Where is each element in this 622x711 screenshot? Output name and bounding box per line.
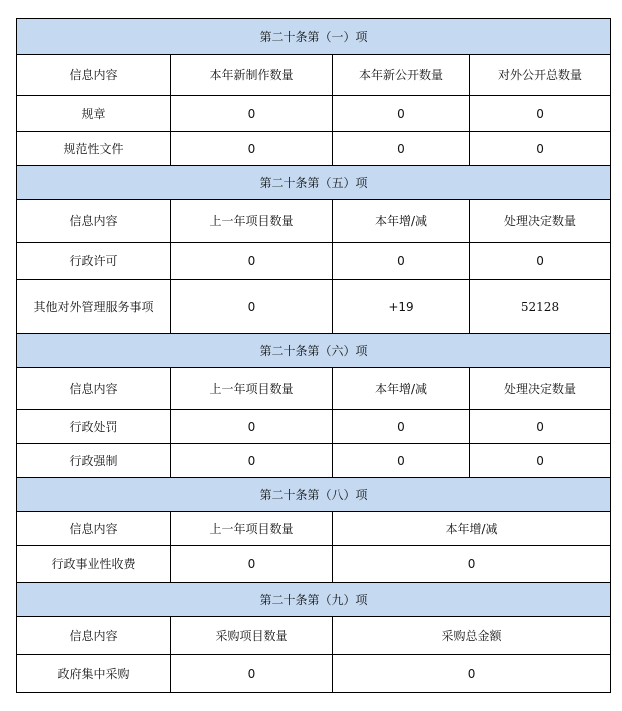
cell-value: 0: [470, 96, 611, 132]
cell-value: 0: [171, 546, 333, 583]
column-header: 信息内容: [17, 55, 171, 96]
cell-value: 0: [171, 243, 333, 280]
column-header: 信息内容: [17, 512, 171, 546]
cell-value: 0: [470, 410, 611, 444]
cell-value: 0: [171, 280, 333, 334]
table-row: [17, 444, 611, 478]
table-row: [17, 243, 611, 280]
section-title-row: [17, 478, 611, 512]
column-header: 本年增/减: [333, 368, 470, 410]
section-title: 第二十条第（六）项: [17, 334, 611, 368]
table-row: [17, 546, 611, 583]
column-header: 上一年项目数量: [171, 368, 333, 410]
column-header: 本年新公开数量: [333, 55, 470, 96]
column-header-row: [17, 200, 611, 243]
column-header: 采购总金额: [333, 617, 611, 655]
section-title: 第二十条第（九）项: [17, 583, 611, 617]
column-header: 本年新制作数量: [171, 55, 333, 96]
section-title-row: [17, 166, 611, 200]
row-label: 行政强制: [17, 444, 171, 478]
column-header: 处理决定数量: [470, 368, 611, 410]
table-row: [17, 655, 611, 693]
cell-value: 0: [171, 655, 333, 693]
cell-value: 52128: [470, 280, 611, 334]
column-header: 上一年项目数量: [171, 512, 333, 546]
row-label: 行政事业性收费: [17, 546, 171, 583]
table-row: [17, 132, 611, 166]
cell-value: 0: [171, 132, 333, 166]
government-info-disclosure-table: [16, 18, 611, 693]
row-label: 行政许可: [17, 243, 171, 280]
cell-value: 0: [470, 132, 611, 166]
column-header-row: [17, 368, 611, 410]
cell-value: 0: [333, 655, 611, 693]
cell-value: 0: [171, 96, 333, 132]
cell-value: 0: [470, 243, 611, 280]
section-title: 第二十条第（五）项: [17, 166, 611, 200]
table-row: [17, 410, 611, 444]
cell-value: 0: [470, 444, 611, 478]
row-label: 其他对外管理服务事项: [17, 280, 171, 334]
column-header: 处理决定数量: [470, 200, 611, 243]
cell-value: 0: [333, 132, 470, 166]
row-label: 行政处罚: [17, 410, 171, 444]
section-title-row: [17, 583, 611, 617]
column-header-row: [17, 512, 611, 546]
cell-value: 0: [333, 243, 470, 280]
row-label: 政府集中采购: [17, 655, 171, 693]
section-title: 第二十条第（八）项: [17, 478, 611, 512]
row-label: 规范性文件: [17, 132, 171, 166]
column-header: 信息内容: [17, 617, 171, 655]
column-header: 信息内容: [17, 200, 171, 243]
cell-value: 0: [333, 410, 470, 444]
section-title-row: [17, 19, 611, 55]
column-header: 上一年项目数量: [171, 200, 333, 243]
column-header-row: [17, 55, 611, 96]
row-label: 规章: [17, 96, 171, 132]
column-header: 采购项目数量: [171, 617, 333, 655]
column-header: 对外公开总数量: [470, 55, 611, 96]
table-row: [17, 280, 611, 334]
cell-value: 0: [333, 546, 611, 583]
cell-value: +19: [333, 280, 470, 334]
section-title-row: [17, 334, 611, 368]
cell-value: 0: [171, 410, 333, 444]
cell-value: 0: [333, 444, 470, 478]
column-header: 本年增/减: [333, 512, 611, 546]
cell-value: 0: [171, 444, 333, 478]
cell-value: 0: [333, 96, 470, 132]
column-header: 本年增/减: [333, 200, 470, 243]
section-title: 第二十条第（一）项: [17, 19, 611, 55]
column-header: 信息内容: [17, 368, 171, 410]
table-row: [17, 96, 611, 132]
column-header-row: [17, 617, 611, 655]
